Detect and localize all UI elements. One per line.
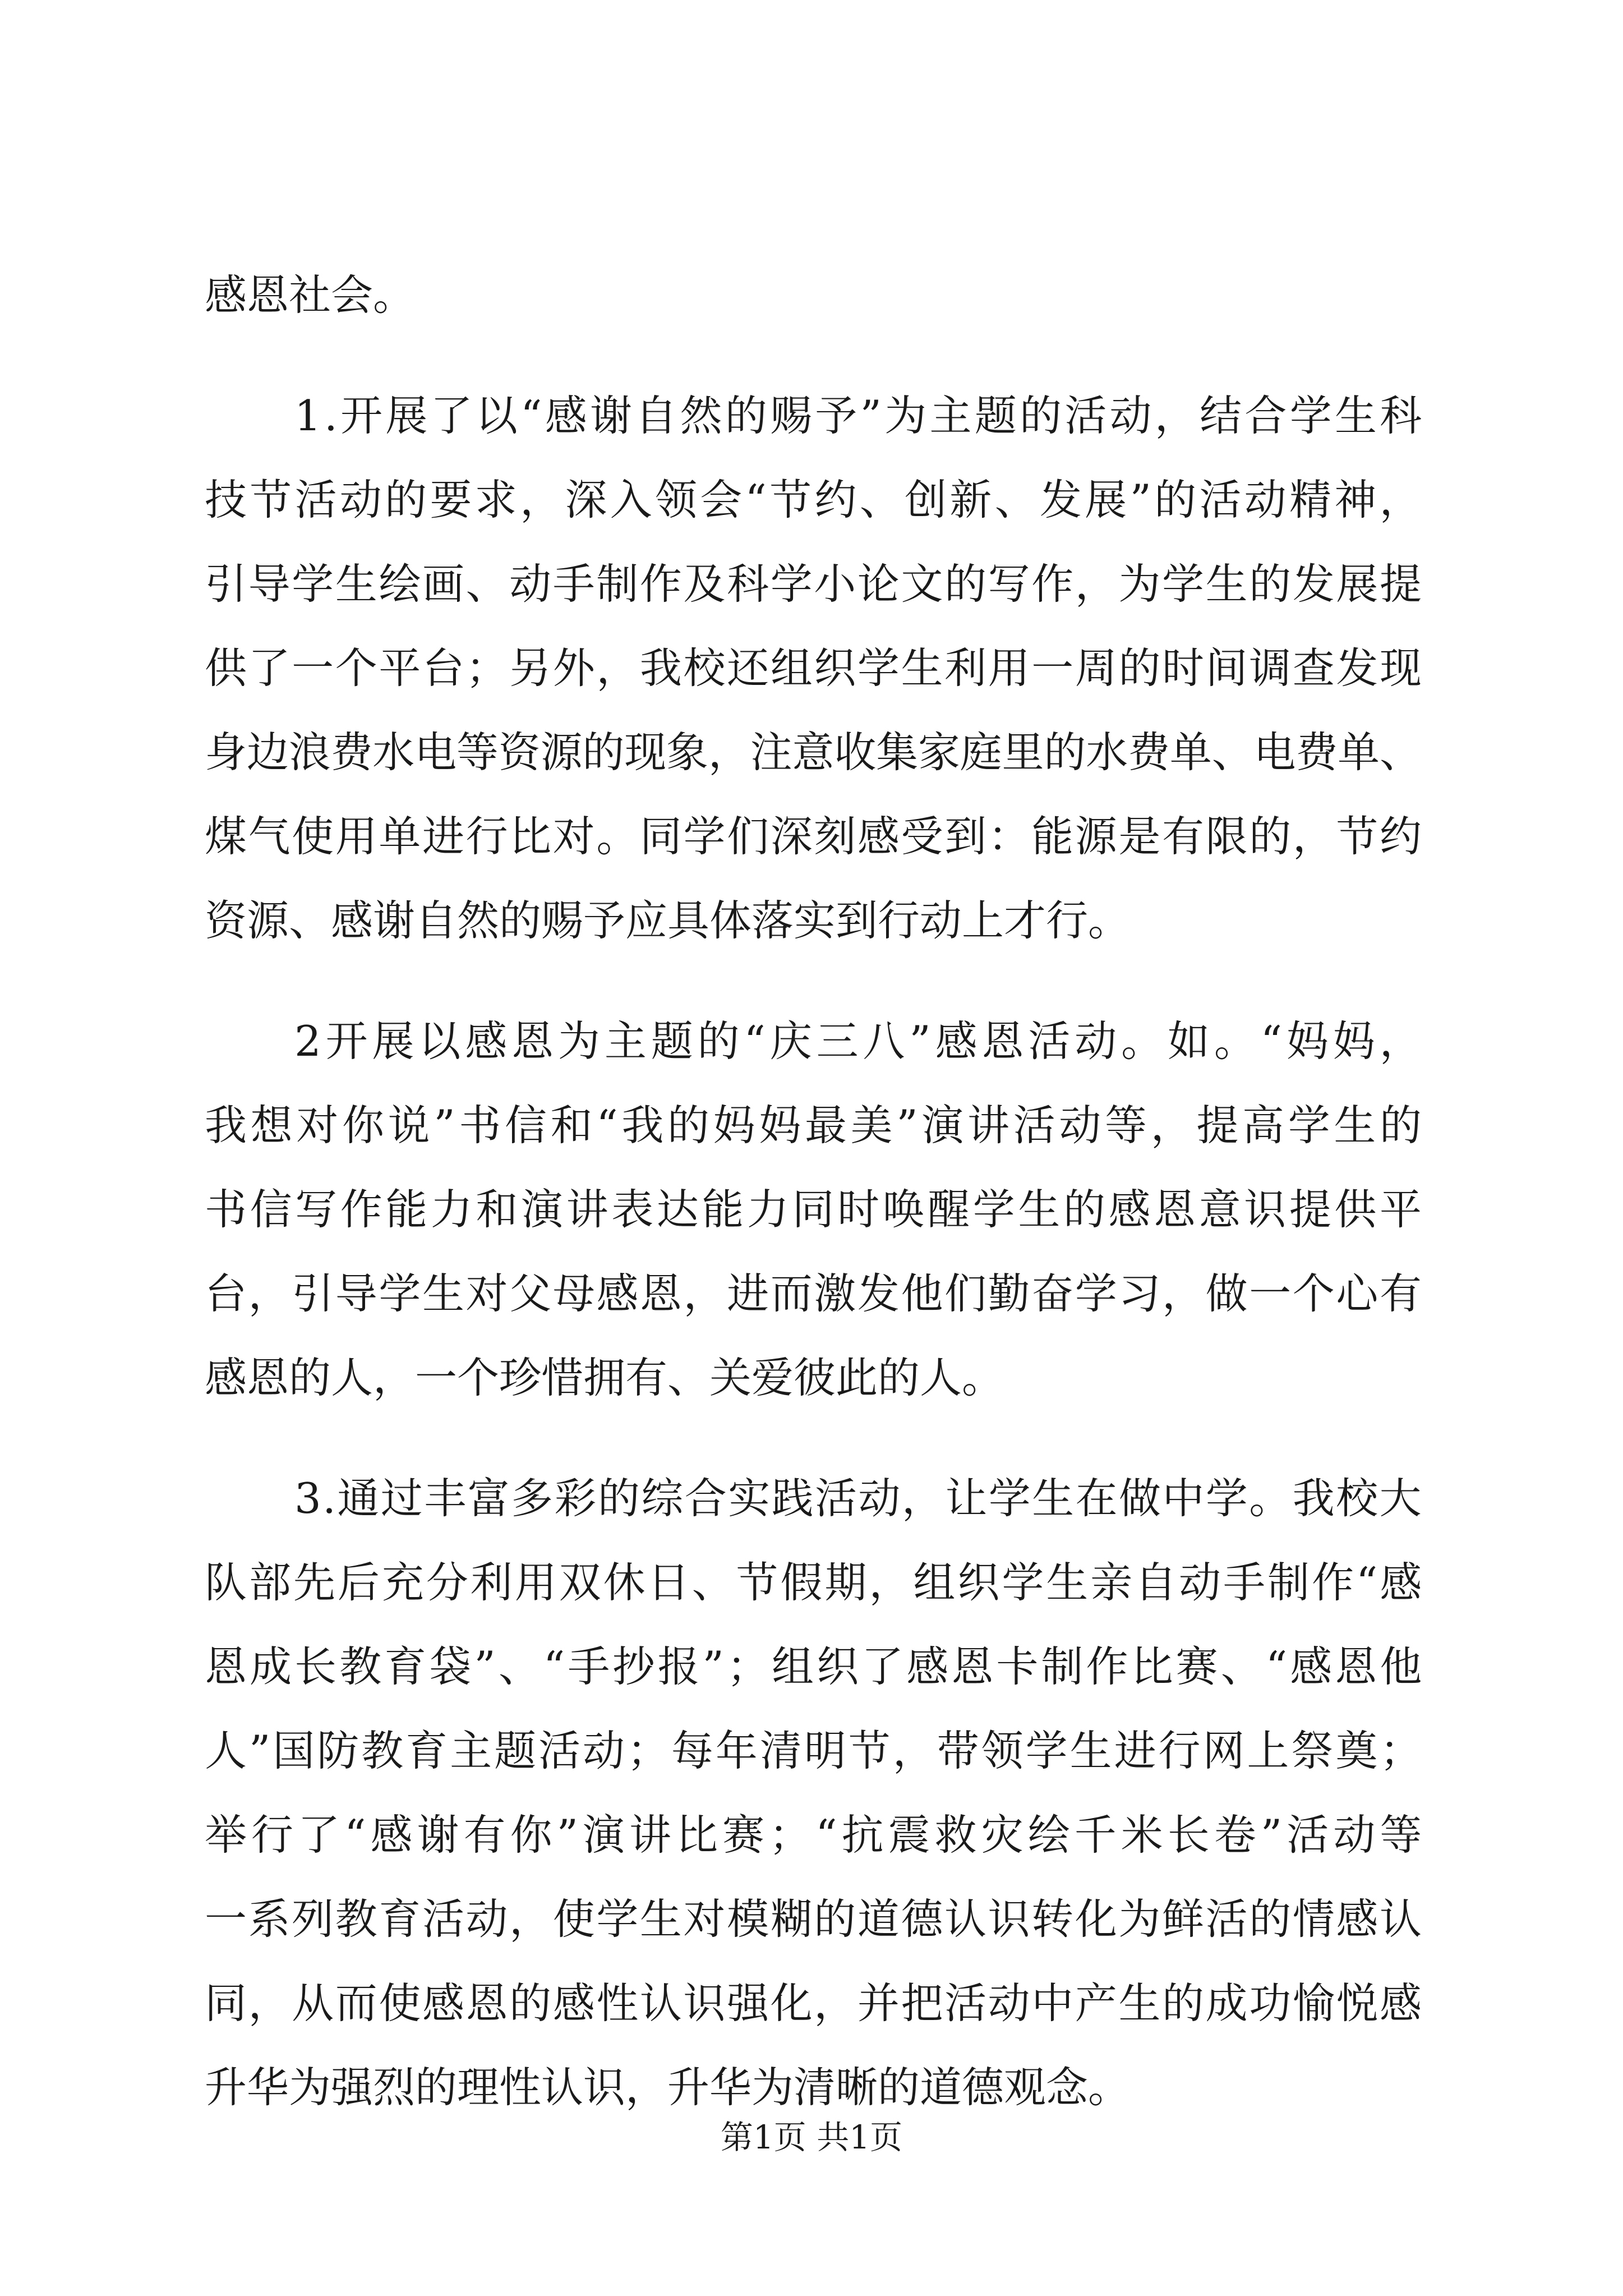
text-line: 人”国防教育主题活动；每年清明节，带领学生进行网上祭奠； [205, 1726, 1424, 1775]
text-line: 煤气使用单进行比对。同学们深刻感受到：能源是有限的，节约 [205, 812, 1423, 861]
text-line: 恩成长教育袋”、“手抄报”；组织了感恩卡制作比赛、“感恩他 [205, 1642, 1425, 1691]
text-line: 资源、感谢自然的赐予应具体落实到行动上才行。 [205, 896, 1131, 945]
text-line: 2开展以感恩为主题的“庆三八”感恩活动。如。“妈妈， [294, 1016, 1426, 1066]
text-line: 升华为强烈的理性认识，升华为清晰的道德观念。 [205, 2063, 1131, 2112]
text-line: 1.开展了以“感谢自然的赐予”为主题的活动，结合学生科 [294, 391, 1425, 440]
text-line: 身边浪费水电等资源的现象，注意收集家庭里的水费单、电费单、 [205, 728, 1422, 777]
text-line: 台，引导学生对父母感恩，进而激发他们勤奋学习，做一个心有 [205, 1269, 1423, 1318]
text-line: 3.通过丰富多彩的综合实践活动，让学生在做中学。我校大 [294, 1474, 1423, 1523]
text-line: 引导学生绘画、动手制作及科学小论文的写作，为学生的发展提 [205, 559, 1423, 609]
text-line: 队部先后充分利用双休日、节假期，组织学生亲自动手制作“感 [205, 1558, 1424, 1607]
page-footer: 第1页 共1页 [720, 2118, 903, 2156]
text-line: 供了一个平台；另外，我校还组织学生利用一周的时间调查发现 [205, 643, 1423, 693]
text-line: 同，从而使感恩的感性认识强化，并把活动中产生的成功愉悦感 [205, 1978, 1423, 2028]
text-line: 一系列教育活动，使学生对模糊的道德认识转化为鲜活的情感认 [205, 1894, 1423, 1944]
text-line: 我想对你说”书信和“我的妈妈最美”演讲活动等，提高学生的 [205, 1101, 1426, 1150]
text-line: 感恩的人，一个珍惜拥有、关爱彼此的人。 [205, 1353, 1004, 1402]
text-line: 技节活动的要求，深入领会“节约、创新、发展”的活动精神， [205, 475, 1424, 524]
text-line: 书信写作能力和演讲表达能力同时唤醒学生的感恩意识提供平 [205, 1185, 1425, 1234]
text-line: 感恩社会。 [205, 270, 416, 320]
text-line: 举行了“感谢有你”演讲比赛；“抗震救灾绘千米长卷”活动等 [205, 1810, 1427, 1860]
